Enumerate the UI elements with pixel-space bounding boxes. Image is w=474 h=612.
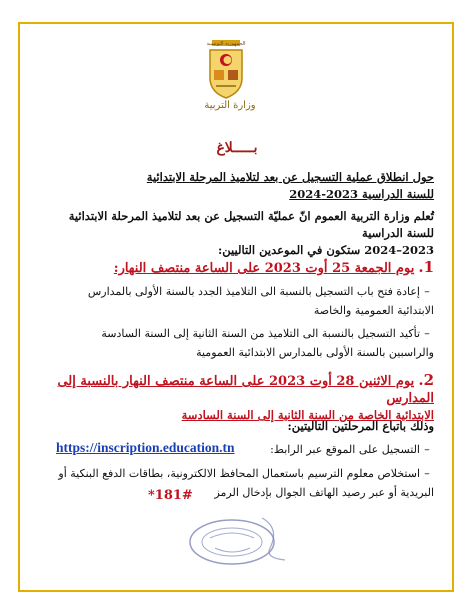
- ministry-name: وزارة التربية: [204, 100, 256, 111]
- bullet-dash: –: [424, 327, 430, 340]
- tunisia-coat-of-arms-icon: [202, 38, 250, 102]
- intro-line-1: تُعلم وزارة التربية العموم انّ عمليّة التسجيل عن بعد لتلاميذ المرحلة الابتدائية للسنة الدراسية: [68, 209, 434, 240]
- intro-paragraph: [40, 208, 434, 259]
- item2-heading: [40, 372, 434, 424]
- notice-title: بـــــلاغ: [216, 140, 258, 156]
- official-stamp-icon: [170, 508, 300, 568]
- item1-bullet-1-text: إعادة فتح باب التسجيل بالنسبة الى التلاميذ الجدد بالسنة الأولى بالمدارس الابتدائية العمومية والخاصة: [87, 285, 434, 317]
- step1-bullet: [244, 440, 434, 459]
- bullet-dash: –: [424, 285, 430, 298]
- svg-text:الجمهورية التونسية: الجمهورية التونسية: [206, 41, 246, 47]
- notice-subtitle: حول انطلاق عملية التسجيل عن بعد لتلاميذ المرحلة الابتدائية: [146, 170, 434, 184]
- item1-number: 1.: [418, 258, 434, 276]
- item1-bullet-2: [54, 324, 434, 362]
- step2-text: استخلاص معلوم الترسيم باستعمال المحافظ الالكترونية، بطاقات الدفع البنكية أو البريدية أو عبر رصيد الهاتف الجوال بإدخال الرمز: [58, 467, 434, 499]
- registration-link[interactable]: https://inscription.education.tn: [56, 440, 235, 455]
- item1-heading: [40, 259, 434, 277]
- step1-text: التسجيل على الموقع عبر الرابط:: [270, 443, 420, 456]
- ussd-code: *181#: [148, 488, 193, 503]
- bullet-dash: –: [424, 443, 430, 456]
- item1-bullet-2-text: تأكيد التسجيل بالنسبة الى التلاميذ من السنة الثانية إلى السنة السادسة والراسبين بالسنة الأولى بالمدارس الابتدائية العمومية: [101, 327, 434, 359]
- item1-date: يوم الجمعة 25 أوت 2023 على الساعة منتصف النهار:: [113, 261, 415, 276]
- item2-number: 2.: [418, 371, 434, 389]
- bullet-dash: –: [424, 467, 430, 480]
- school-year-subtitle: للسنة الدراسية 2023-2024: [289, 187, 434, 201]
- item1-bullet-1: [54, 282, 434, 320]
- intro-line-2: 2023–2024 ستكون في الموعدين التاليين:: [218, 243, 434, 257]
- steps-intro: وذلك باتباع المرحلتين التاليتين:: [287, 419, 434, 433]
- step2-bullet: [54, 464, 434, 502]
- item2-heading-line-1: يوم الاثنين 28 أوت 2023 على الساعة منتصف النهار بالنسبة إلى المدارس: [57, 374, 434, 406]
- item2-heading-line-2: الابتدائية الخاصة من السنة الثانية إلى السنة السادسة: [181, 408, 434, 422]
